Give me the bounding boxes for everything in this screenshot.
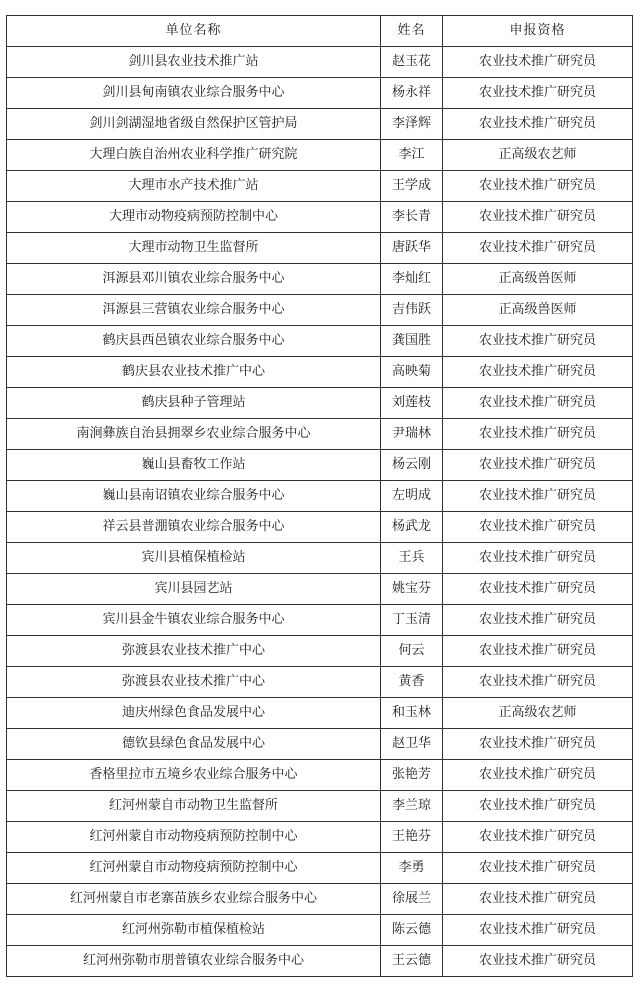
- cell-unit-name: 鹤庆县种子管理站: [7, 388, 381, 419]
- cell-qualification: 农业技术推广研究员: [443, 915, 633, 946]
- cell-qualification: 农业技术推广研究员: [443, 791, 633, 822]
- cell-qualification: 正高级农艺师: [443, 140, 633, 171]
- header-unit-name: 单位名称: [7, 16, 381, 47]
- table-row: [7, 388, 633, 419]
- cell-unit-name: 红河州弥勒市朋普镇农业综合服务中心: [7, 946, 381, 977]
- header-qualification: 申报资格: [443, 16, 633, 47]
- cell-person-name: 何云: [381, 636, 443, 667]
- cell-qualification: 农业技术推广研究员: [443, 574, 633, 605]
- cell-person-name: 王云德: [381, 946, 443, 977]
- cell-qualification: 农业技术推广研究员: [443, 853, 633, 884]
- cell-qualification: 农业技术推广研究员: [443, 884, 633, 915]
- table-row: [7, 264, 633, 295]
- cell-person-name: 徐展兰: [381, 884, 443, 915]
- cell-qualification: 农业技术推广研究员: [443, 47, 633, 78]
- cell-person-name: 李兰琼: [381, 791, 443, 822]
- cell-person-name: 王兵: [381, 543, 443, 574]
- cell-person-name: 黄香: [381, 667, 443, 698]
- cell-person-name: 吉伟跃: [381, 295, 443, 326]
- cell-person-name: 左明成: [381, 481, 443, 512]
- table-row: [7, 171, 633, 202]
- cell-unit-name: 洱源县邓川镇农业综合服务中心: [7, 264, 381, 295]
- cell-unit-name: 红河州蒙自市动物疫病预防控制中心: [7, 822, 381, 853]
- table-row: [7, 667, 633, 698]
- cell-unit-name: 红河州弥勒市植保植检站: [7, 915, 381, 946]
- cell-qualification: 农业技术推广研究员: [443, 388, 633, 419]
- table-row: [7, 574, 633, 605]
- cell-unit-name: 迪庆州绿色食品发展中心: [7, 698, 381, 729]
- cell-qualification: 农业技术推广研究员: [443, 326, 633, 357]
- cell-unit-name: 弥渡县农业技术推广中心: [7, 667, 381, 698]
- table-row: [7, 543, 633, 574]
- cell-person-name: 李江: [381, 140, 443, 171]
- qualification-table: [6, 15, 633, 977]
- table-row: [7, 326, 633, 357]
- cell-unit-name: 大理市水产技术推广站: [7, 171, 381, 202]
- cell-unit-name: 大理白族自治州农业科学推广研究院: [7, 140, 381, 171]
- cell-qualification: 农业技术推广研究员: [443, 822, 633, 853]
- cell-person-name: 唐跃华: [381, 233, 443, 264]
- cell-qualification: 农业技术推广研究员: [443, 760, 633, 791]
- cell-unit-name: 大理市动物疫病预防控制中心: [7, 202, 381, 233]
- cell-qualification: 农业技术推广研究员: [443, 233, 633, 264]
- table-row: [7, 946, 633, 977]
- table-row: [7, 140, 633, 171]
- cell-person-name: 赵玉花: [381, 47, 443, 78]
- cell-person-name: 刘莲枝: [381, 388, 443, 419]
- table-row: [7, 884, 633, 915]
- table-row: [7, 698, 633, 729]
- cell-person-name: 高映菊: [381, 357, 443, 388]
- cell-unit-name: 剑川县甸南镇农业综合服务中心: [7, 78, 381, 109]
- cell-person-name: 李长青: [381, 202, 443, 233]
- cell-unit-name: 红河州蒙自市老寨苗族乡农业综合服务中心: [7, 884, 381, 915]
- cell-person-name: 姚宝芬: [381, 574, 443, 605]
- table-row: [7, 47, 633, 78]
- table-header-row: [7, 16, 633, 47]
- cell-unit-name: 巍山县畜牧工作站: [7, 450, 381, 481]
- cell-person-name: 杨云刚: [381, 450, 443, 481]
- cell-person-name: 王学成: [381, 171, 443, 202]
- cell-unit-name: 红河州蒙自市动物卫生监督所: [7, 791, 381, 822]
- cell-unit-name: 宾川县金牛镇农业综合服务中心: [7, 605, 381, 636]
- cell-person-name: 尹瑞林: [381, 419, 443, 450]
- cell-person-name: 张艳芳: [381, 760, 443, 791]
- table-row: [7, 915, 633, 946]
- cell-qualification: 正高级农艺师: [443, 698, 633, 729]
- cell-unit-name: 德钦县绿色食品发展中心: [7, 729, 381, 760]
- table-row: [7, 512, 633, 543]
- cell-person-name: 杨永祥: [381, 78, 443, 109]
- cell-qualification: 农业技术推广研究员: [443, 946, 633, 977]
- cell-unit-name: 宾川县植保植检站: [7, 543, 381, 574]
- table-row: [7, 481, 633, 512]
- cell-person-name: 丁玉清: [381, 605, 443, 636]
- table-row: [7, 419, 633, 450]
- cell-qualification: 农业技术推广研究员: [443, 78, 633, 109]
- cell-qualification: 农业技术推广研究员: [443, 605, 633, 636]
- cell-unit-name: 香格里拉市五境乡农业综合服务中心: [7, 760, 381, 791]
- cell-qualification: 农业技术推广研究员: [443, 481, 633, 512]
- cell-qualification: 农业技术推广研究员: [443, 729, 633, 760]
- cell-qualification: 农业技术推广研究员: [443, 202, 633, 233]
- cell-qualification: 农业技术推广研究员: [443, 636, 633, 667]
- cell-unit-name: 剑川剑湖湿地省级自然保护区管护局: [7, 109, 381, 140]
- cell-person-name: 李勇: [381, 853, 443, 884]
- cell-unit-name: 鹤庆县西邑镇农业综合服务中心: [7, 326, 381, 357]
- table-row: [7, 78, 633, 109]
- cell-person-name: 李灿红: [381, 264, 443, 295]
- header-person-name: 姓名: [381, 16, 443, 47]
- table-row: [7, 636, 633, 667]
- cell-person-name: 龚国胜: [381, 326, 443, 357]
- cell-person-name: 王艳芬: [381, 822, 443, 853]
- cell-qualification: 农业技术推广研究员: [443, 419, 633, 450]
- cell-unit-name: 祥云县普淜镇农业综合服务中心: [7, 512, 381, 543]
- table-row: [7, 853, 633, 884]
- cell-unit-name: 大理市动物卫生监督所: [7, 233, 381, 264]
- cell-unit-name: 宾川县园艺站: [7, 574, 381, 605]
- cell-unit-name: 弥渡县农业技术推广中心: [7, 636, 381, 667]
- cell-unit-name: 洱源县三营镇农业综合服务中心: [7, 295, 381, 326]
- cell-qualification: 农业技术推广研究员: [443, 667, 633, 698]
- cell-qualification: 农业技术推广研究员: [443, 109, 633, 140]
- cell-qualification: 农业技术推广研究员: [443, 512, 633, 543]
- table-row: [7, 450, 633, 481]
- cell-qualification: 农业技术推广研究员: [443, 543, 633, 574]
- cell-person-name: 陈云德: [381, 915, 443, 946]
- cell-person-name: 杨武龙: [381, 512, 443, 543]
- cell-qualification: 农业技术推广研究员: [443, 450, 633, 481]
- table-row: [7, 295, 633, 326]
- table-row: [7, 202, 633, 233]
- table-row: [7, 233, 633, 264]
- table-row: [7, 605, 633, 636]
- cell-qualification: 正高级兽医师: [443, 295, 633, 326]
- cell-qualification: 农业技术推广研究员: [443, 357, 633, 388]
- table-row: [7, 760, 633, 791]
- cell-unit-name: 巍山县南诏镇农业综合服务中心: [7, 481, 381, 512]
- cell-person-name: 李泽辉: [381, 109, 443, 140]
- table-row: [7, 109, 633, 140]
- cell-qualification: 农业技术推广研究员: [443, 171, 633, 202]
- table-body: [7, 47, 633, 977]
- cell-unit-name: 南涧彝族自治县拥翠乡农业综合服务中心: [7, 419, 381, 450]
- cell-unit-name: 剑川县农业技术推广站: [7, 47, 381, 78]
- table-row: [7, 357, 633, 388]
- table-row: [7, 822, 633, 853]
- cell-person-name: 赵卫华: [381, 729, 443, 760]
- table-row: [7, 791, 633, 822]
- cell-person-name: 和玉林: [381, 698, 443, 729]
- cell-qualification: 正高级兽医师: [443, 264, 633, 295]
- cell-unit-name: 红河州蒙自市动物疫病预防控制中心: [7, 853, 381, 884]
- table-row: [7, 729, 633, 760]
- cell-unit-name: 鹤庆县农业技术推广中心: [7, 357, 381, 388]
